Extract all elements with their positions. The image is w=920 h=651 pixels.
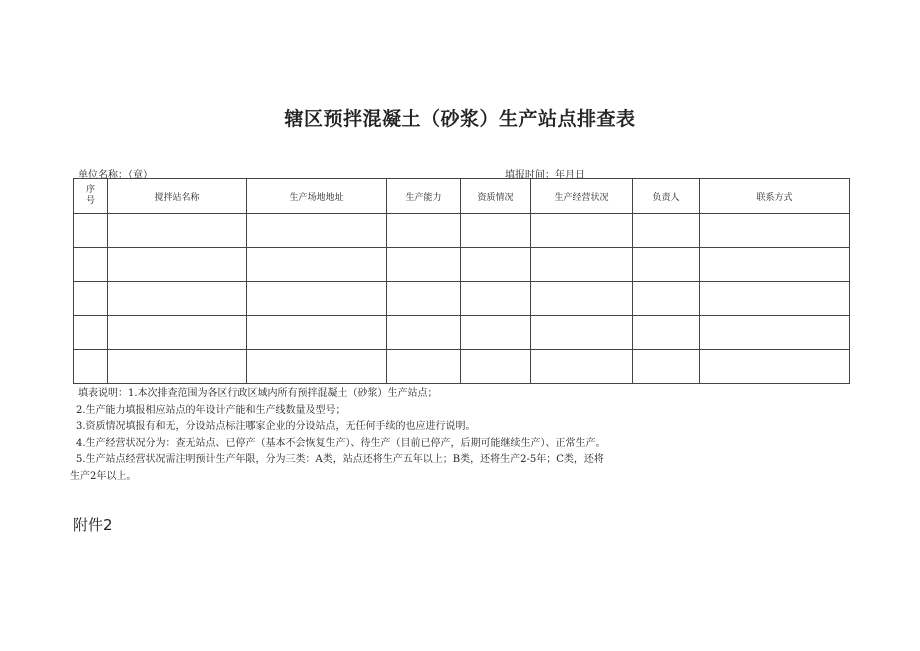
table-cell[interactable] xyxy=(531,282,633,316)
col-header-seq xyxy=(74,179,108,214)
col-header-person-in-charge: 负责人 xyxy=(633,179,700,214)
fill-instructions xyxy=(70,386,860,485)
col-header-contact: 联系方式 xyxy=(700,179,850,214)
table-cell[interactable] xyxy=(387,214,461,248)
table-cell[interactable] xyxy=(633,248,700,282)
fill-time-label: 填报时间：年月日 xyxy=(505,170,585,181)
table-cell[interactable] xyxy=(633,350,700,384)
table-cell[interactable] xyxy=(531,248,633,282)
table-cell[interactable] xyxy=(108,248,247,282)
table-header-row xyxy=(74,179,850,214)
note-line: 5.生产站点经营状况需注明预计生产年限，分为三类：A类，站点还将生产五年以上；B类，还将生产2-5年；C类，还将 xyxy=(76,454,604,465)
table-cell[interactable] xyxy=(247,282,387,316)
col-header-seq-line2: 号 xyxy=(85,196,95,206)
note-line: 填表说明：1.本次排查范围为各区行政区域内所有预拌混凝土（砂浆）生产站点； xyxy=(78,388,438,399)
unit-name-label: 单位名称：（章） xyxy=(78,170,153,181)
table-cell[interactable] xyxy=(108,316,247,350)
table-cell[interactable] xyxy=(700,248,850,282)
col-header-operation-status: 生产经营状况 xyxy=(531,179,633,214)
table-cell[interactable] xyxy=(461,248,531,282)
table-cell[interactable] xyxy=(74,316,108,350)
table-cell[interactable] xyxy=(74,282,108,316)
table-cell[interactable] xyxy=(461,350,531,384)
col-header-seq-line1: 序 xyxy=(85,185,95,195)
table-cell[interactable] xyxy=(700,214,850,248)
table-cell[interactable] xyxy=(387,282,461,316)
attachment-label: 附件2 xyxy=(73,516,113,534)
table-row xyxy=(74,350,850,384)
table-cell[interactable] xyxy=(74,350,108,384)
table-cell[interactable] xyxy=(387,316,461,350)
note-line: 3.资质情况填报有和无，分设站点标注哪家企业的分设站点，无任何手续的也应进行说明。 xyxy=(76,421,476,432)
table-row xyxy=(74,282,850,316)
table-cell[interactable] xyxy=(247,248,387,282)
table-cell[interactable] xyxy=(247,214,387,248)
survey-table xyxy=(73,178,850,384)
table-cell[interactable] xyxy=(74,248,108,282)
table-cell[interactable] xyxy=(108,282,247,316)
table-cell[interactable] xyxy=(531,350,633,384)
table-cell[interactable] xyxy=(108,214,247,248)
col-header-station-name: 搅拌站名称 xyxy=(108,179,247,214)
table-cell[interactable] xyxy=(461,282,531,316)
table-cell[interactable] xyxy=(700,350,850,384)
table-cell[interactable] xyxy=(74,214,108,248)
note-line: 生产2年以上。 xyxy=(70,470,137,482)
table-row xyxy=(74,214,850,248)
col-header-site-address: 生产场地地址 xyxy=(247,179,387,214)
table-cell[interactable] xyxy=(108,350,247,384)
table-cell[interactable] xyxy=(633,316,700,350)
note-line: 4.生产经营状况分为：查无站点、已停产（基本不会恢复生产）、待生产（目前已停产，后期可能继续生产）、正常生产。 xyxy=(76,437,606,449)
table-cell[interactable] xyxy=(387,248,461,282)
table-cell[interactable] xyxy=(700,282,850,316)
table-row xyxy=(74,248,850,282)
table-cell[interactable] xyxy=(247,350,387,384)
table-cell[interactable] xyxy=(531,214,633,248)
table-cell[interactable] xyxy=(633,282,700,316)
page-title: 辖区预拌混凝土（砂浆）生产站点排查表 xyxy=(284,108,636,130)
col-header-capacity: 生产能力 xyxy=(387,179,461,214)
note-line: 2.生产能力填报相应站点的年设计产能和生产线数量及型号； xyxy=(76,404,346,416)
table-cell[interactable] xyxy=(531,316,633,350)
table-cell[interactable] xyxy=(633,214,700,248)
table-cell[interactable] xyxy=(247,316,387,350)
table-cell[interactable] xyxy=(461,214,531,248)
col-header-qualification: 资质情况 xyxy=(461,179,531,214)
table-cell[interactable] xyxy=(461,316,531,350)
table-cell[interactable] xyxy=(700,316,850,350)
table-row xyxy=(74,316,850,350)
table-cell[interactable] xyxy=(387,350,461,384)
